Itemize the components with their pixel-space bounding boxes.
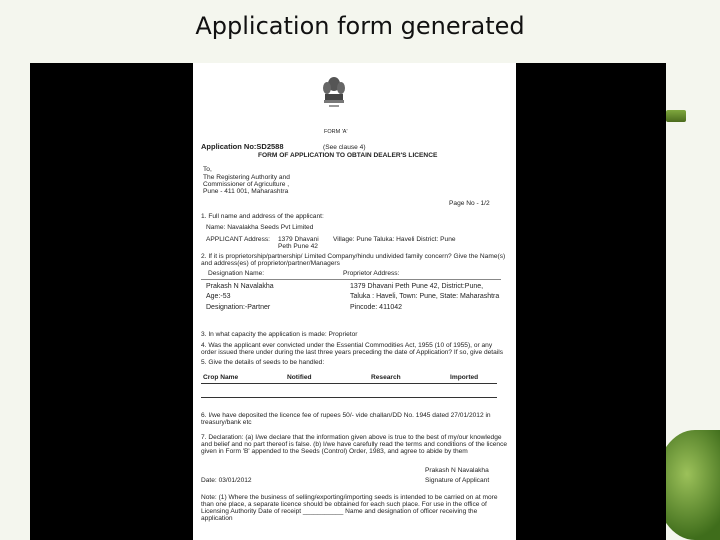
question-4-line-2: order issued there under during the last three years preceding the date of Application? If so, give details [201, 349, 504, 356]
signature-label: Signature of Applicant [425, 477, 490, 484]
proprietor-address-line-2: Taluka : Haveli, Town: Pune, State: Maharashtra [350, 293, 500, 300]
application-form-document [193, 63, 516, 540]
question-6-line-1: 6. I/we have deposited the licence fee of rupees 50/- vide challan/DD No. 1945 dated 27/01/2012 in [201, 412, 491, 419]
note-line-2: than one place, a separate licence should be obtained for each such place. For use in the office of [201, 501, 487, 508]
question-2-line-2: and address(es) of proprietor/partner/Managers [201, 260, 340, 267]
applicant-address-label: APPLICANT Address: [206, 236, 271, 243]
question-4-line-1: 4. Was the applicant ever convicted under the Essential Commodities Act, 1955 (10 of 1955), or any [201, 342, 493, 349]
applicant-address-line-3: Village: Pune Taluka: Haveli District: Pune [333, 236, 456, 243]
applicant-name: Name: Navalakha Seeds Pvt Limited [206, 224, 314, 231]
note-line-3: Licensing Authority Date of receipt ___________ Name and designation of officer receiving the [201, 508, 478, 515]
note-line-4: application [201, 515, 233, 522]
emblem-caption: FORM 'A' [324, 129, 348, 135]
designation-name-label: Designation Name: [208, 270, 265, 277]
question-7-line-2: and belief and no part thereof is false. (b) I/we have carefully read the terms and conditions of the licence [201, 441, 508, 448]
addressee-line-3: Pune - 411 001, Maharashtra [203, 188, 289, 195]
proprietor-pincode: Pincode: 411042 [350, 304, 403, 311]
person-name: Prakash N Navalakha [206, 283, 274, 290]
question-5: 5. Give the details of seeds to be handled: [201, 359, 325, 366]
to-label: To, [203, 166, 212, 173]
see-clause: (See clause 4) [323, 144, 366, 151]
table-divider [201, 279, 501, 280]
proprietor-address-line-1: 1379 Dhavani Peth Pune 42, District:Pune, [350, 283, 484, 290]
person-designation: Designation:-Partner [206, 304, 271, 311]
seed-column-research: Research [371, 374, 401, 381]
person-age: Age:-53 [206, 293, 231, 300]
question-3: 3. In what capacity the application is made: Proprietor [201, 331, 358, 338]
applicant-address-line-1: 1379 Dhavani [278, 236, 319, 243]
seed-table-bottom-line [201, 397, 497, 398]
seed-column-imported: Imported [450, 374, 479, 381]
question-7-line-1: 7. Declaration: (a) I/we declare that the information given above is true to the best of my/our knowledge [201, 434, 502, 441]
declaration-date: Date: 03/01/2012 [201, 477, 252, 484]
signatory-name: Prakash N Navalakha [425, 467, 489, 474]
application-number: Application No:SD2588 [201, 142, 284, 151]
question-7-line-3: given in Form 'B' appended to the Seeds (Control) Order, 1983, and agree to abide by them [201, 448, 468, 455]
addressee-line-1: The Registering Authority and [203, 174, 290, 181]
seed-table-header-line [201, 383, 497, 384]
question-6-line-2: treasury/bank etc [201, 419, 252, 426]
question-2-line-1: 2. If it is proprietorship/partnership/ Limited Company/hindu undivided family concern? Give the Name(s) [201, 253, 506, 260]
national-emblem-icon [321, 75, 347, 125]
slide-title: Application form generated [195, 12, 525, 40]
form-heading: FORM OF APPLICATION TO OBTAIN DEALER'S LICENCE [258, 152, 438, 159]
page-number: Page No - 1/2 [449, 200, 490, 207]
question-1: 1. Full name and address of the applicant: [201, 213, 324, 220]
addressee-line-2: Commissioner of Agriculture , [203, 181, 290, 188]
seed-column-notified: Notified [287, 374, 312, 381]
decorative-green-bar [666, 110, 686, 122]
applicant-address-line-2: Peth Pune 42 [278, 243, 318, 250]
seed-column-crop-name: Crop Name [203, 374, 239, 381]
proprietor-address-label: Proprietor Address: [343, 270, 400, 277]
note-line-1: Note: (1) Where the business of selling/exporting/importing seeds is intended to be carried on at more [201, 494, 498, 501]
